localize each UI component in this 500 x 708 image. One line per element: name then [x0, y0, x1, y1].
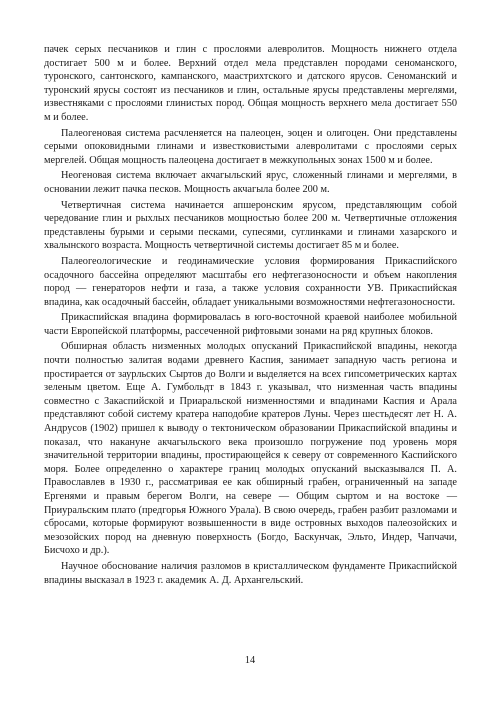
paragraph: Научное обоснование наличия разломов в кристаллическом фундаменте Прикаспийской впадины высказал в 1923 г. академик А. Д. Архангельский. — [44, 560, 457, 586]
paragraph: Обширная область низменных молодых опусканий Прикаспийской впадины, некогда почти полностью залитая водами древнего Каспия, занимает западную часть региона и простирается от заурльских Сыртов до Волги и выделяется на всех гипсометрических картах зеленым цветом. Еще А. Гумбольдт в 1843 г. указывал, что низменная часть впадины совместно с Закаспийской и Приаральской низменностями и впадинами Каспия и Арала представляют собой систему кратера наподобие кратеров Луны. Через шестьдесят лет Н. А. Андрусов (1902) пришел к выводу о тектоническом образовании Прикаспийской впадины и показал, что накануне акчагыльского века произошло погружение под уровень моря значительной территории впадины, простирающейся к северу от современного Каспийского моря. Более определенно о характере границ молодых опусканий высказывался П. А. Православлев в 1930 г., рассматривая ее как обширный грабен, ограниченный на западе Ергенями и правым берегом Волги, на севере — Общим сыртом и на востоке — Приуральским плато (предгорья Южного Урала). В свою очередь, грабен разбит разломами и сбросами, которые формируют возвышенности в виде островных выходов палеозойских и мезозойских пород на дневную поверхность (Богдо, Баскунчак, Эльто, Индер, Чапчачи, Бисчохо и др.). — [44, 341, 457, 557]
page-number: 14 — [244, 655, 256, 666]
paragraph: пачек серых песчаников и глин с прослоями алевролитов. Мощность нижнего отдела достигает 500 м и более. Верхний отдел мела представлен породами сеноманского, туронского, сантонского, кампанского, маастрихтского и датского ярусов. Сеноманский и туронский ярусы состоят из песчаников и глин, остальные ярусы представлены мергелями, известняками с прослоями глинистых пород. Общая мощность верхнего мела достигает 550 м и более. — [44, 44, 457, 123]
paragraph: Четвертичная система начинается апшеронским ярусом, представляющим собой чередование глин и рыхлых песчаников мощностью более 200 м. Четвертичные отложения представлены бурыми и серыми песками, супесями, суглинками и глинами хазарского и хвалынского возраста. Мощность четвертичной системы достигает 85 м и более. — [44, 199, 457, 252]
paragraph: Неогеновая система включает акчагыльский ярус, сложенный глинами и мергелями, в основании лежит пачка песков. Мощность акчагыла более 200 м. — [44, 170, 457, 195]
paragraph: Прикаспийская впадина формировалась в юго-восточной краевой наиболее мобильной части Европейской платформы, рассеченной рифтовыми зонами на ряд крупных блоков. — [44, 312, 457, 337]
paragraph: Палеогеологические и геодинамические условия формирования Прикаспийского осадочного бассейна определяют масштабы его нефтегазоносности и объем накопления пород — генераторов нефти и газа, а также условия сохранности УВ. Прикаспийская впадина, как осадочный бассейн, обладает уникальными возможностями нефтегазоносности. — [44, 255, 457, 308]
paragraph: Палеогеновая система расчленяется на палеоцен, эоцен и олигоцен. Они представлены серыми опоковидными глинами и известковистыми алевролитами с прослоями серых мергелей. Общая мощность палеоцена достигает в межкупольных зонах 1500 м и более. — [44, 127, 457, 166]
page-body — [44, 43, 457, 587]
